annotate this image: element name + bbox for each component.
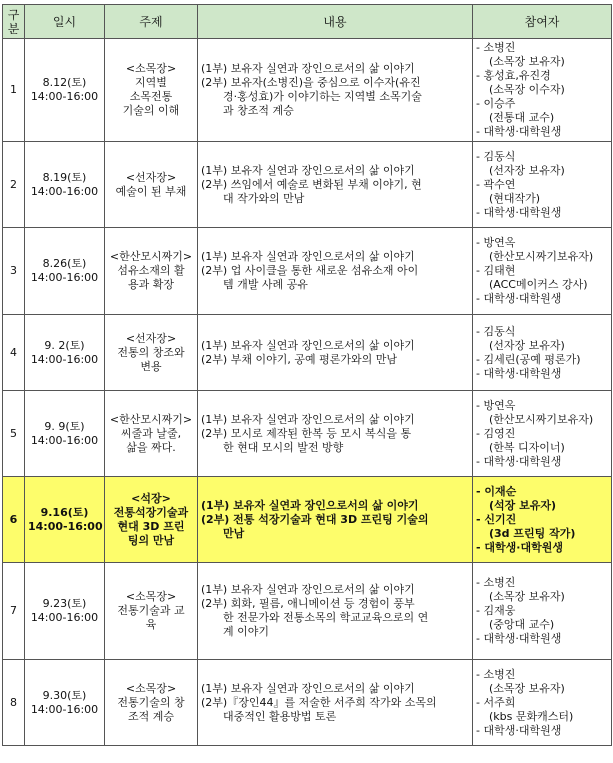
row-number: 1 bbox=[3, 39, 25, 142]
topic-line: <석장> bbox=[131, 491, 171, 505]
session-time: 14:00-16:00 bbox=[30, 611, 99, 624]
session-datetime bbox=[25, 142, 105, 228]
participant-line: - 김태현 bbox=[476, 264, 516, 277]
participant-line: (한산모시짜기보유자) bbox=[489, 250, 594, 263]
participant-line: (선자장 보유자) bbox=[489, 163, 565, 177]
session-topic bbox=[105, 142, 198, 228]
content-line: 템 개발 사례 공유 bbox=[223, 278, 308, 291]
topic-line: 전통기술과 교 bbox=[117, 604, 185, 617]
topic-line: <선자장> bbox=[125, 170, 177, 184]
session-content bbox=[198, 315, 473, 391]
content-line: (2부) 업 사이클을 통한 새로운 섬유소재 아이 bbox=[201, 264, 419, 277]
participant-line: - 대학생·대학원생 bbox=[476, 723, 562, 737]
content-line: (2부) 회화, 필름, 애니메이션 등 경험이 풍부 bbox=[201, 597, 415, 610]
participant-line: - 대학생·대학원생 bbox=[476, 125, 562, 138]
table-row bbox=[3, 315, 612, 391]
content-line: (2부) 보유자(소병진)을 중심으로 이수자(유진 bbox=[201, 76, 421, 89]
session-datetime bbox=[25, 660, 105, 746]
session-time: 14:00-16:00 bbox=[28, 519, 103, 533]
session-datetime bbox=[25, 391, 105, 477]
participant-line: (현대작가) bbox=[489, 191, 541, 205]
participant-line: (석장 보유자) bbox=[489, 498, 557, 512]
session-date: 9. 2(토) bbox=[44, 338, 85, 352]
content-line: 대 작가와의 만남 bbox=[223, 191, 305, 205]
session-topic bbox=[105, 39, 198, 142]
topic-line: 섬유소재의 활 bbox=[117, 264, 185, 277]
session-datetime bbox=[25, 315, 105, 391]
participant-line: - 서주희 bbox=[476, 695, 516, 709]
session-content bbox=[198, 477, 473, 563]
participant-line: - 대학생·대학원생 bbox=[476, 205, 562, 219]
row-number: 8 bbox=[3, 660, 25, 746]
session-topic bbox=[105, 563, 198, 660]
topic-line: 씨줄과 날줄, bbox=[120, 426, 182, 440]
session-topic bbox=[105, 228, 198, 315]
session-content bbox=[198, 660, 473, 746]
content-line: (1부) 보유자 실연과 장인으로서의 삶 이야기 bbox=[201, 338, 415, 352]
content-line: 대중적인 활용방법 토론 bbox=[223, 709, 337, 723]
session-date: 9. 9(토) bbox=[44, 419, 85, 433]
participant-line: - 김영진 bbox=[476, 426, 516, 440]
topic-line: 소목전통 bbox=[129, 90, 173, 103]
header-num-top: 구 bbox=[7, 7, 20, 22]
content-line: (1부) 보유자 실연과 장인으로서의 삶 이야기 bbox=[201, 163, 415, 177]
session-participants bbox=[473, 660, 612, 746]
participant-line: (소목장 보유자) bbox=[489, 55, 565, 68]
table-row bbox=[3, 228, 612, 315]
session-time: 14:00-16:00 bbox=[30, 271, 99, 284]
session-content bbox=[198, 391, 473, 477]
session-datetime bbox=[25, 228, 105, 315]
content-line: (1부) 보유자 실연과 장인으로서의 삶 이야기 bbox=[201, 250, 415, 263]
participant-line: - 김동식 bbox=[476, 149, 516, 163]
topic-line: 삶을 짜다. bbox=[126, 440, 176, 454]
participant-line: (전통대 교수) bbox=[489, 111, 555, 124]
topic-line: 변용 bbox=[140, 359, 162, 373]
participant-line: (ACC메이커스 강사) bbox=[489, 278, 588, 291]
participant-line: (한복 디자이너) bbox=[489, 440, 565, 454]
session-content bbox=[198, 142, 473, 228]
header-content: 내용 bbox=[198, 5, 473, 39]
content-line: 만남 bbox=[223, 526, 245, 540]
participant-line: - 대학생·대학원생 bbox=[476, 632, 562, 645]
participant-line: (소목장 보유자) bbox=[489, 590, 565, 603]
header-row bbox=[3, 5, 612, 39]
schedule-table bbox=[2, 4, 612, 746]
topic-line: 전통의 창조와 bbox=[117, 345, 185, 359]
session-content bbox=[198, 563, 473, 660]
session-participants bbox=[473, 477, 612, 563]
session-participants bbox=[473, 142, 612, 228]
content-line: (1부) 보유자 실연과 장인으로서의 삶 이야기 bbox=[201, 583, 415, 596]
participant-line: - 방연옥 bbox=[476, 236, 516, 249]
topic-line: 전통석장기술과 bbox=[113, 505, 189, 519]
session-date: 9.16(토) bbox=[40, 505, 89, 519]
participant-line: (소목장 이수자) bbox=[489, 83, 565, 96]
session-topic bbox=[105, 391, 198, 477]
content-line: (2부) 쓰임에서 예술로 변화된 부채 이야기, 현 bbox=[201, 177, 422, 191]
header-num-bottom: 분 bbox=[7, 21, 20, 36]
topic-line: 조적 계승 bbox=[127, 709, 174, 723]
topic-line: <소목장> bbox=[125, 681, 177, 695]
participant-line: - 김동식 bbox=[476, 324, 516, 338]
session-date: 9.23(토) bbox=[42, 597, 87, 610]
table-row bbox=[3, 477, 612, 563]
content-line: 한 전문가와 전통소목의 학교교육으로의 연 bbox=[223, 611, 429, 624]
session-participants bbox=[473, 228, 612, 315]
table-row bbox=[3, 142, 612, 228]
row-number: 5 bbox=[3, 391, 25, 477]
participant-line: (선자장 보유자) bbox=[489, 338, 565, 352]
topic-line: 예술이 된 부채 bbox=[115, 184, 187, 198]
topic-line: 지역별 bbox=[135, 76, 167, 89]
session-time: 14:00-16:00 bbox=[30, 184, 99, 198]
participant-line: - 방연옥 bbox=[476, 398, 516, 412]
content-line: (2부) 전통 석장기술과 현대 3D 프린팅 기술의 bbox=[201, 512, 429, 526]
topic-line: 팅의 만남 bbox=[127, 533, 175, 547]
participant-line: - 김세린(공예 평론가) bbox=[476, 352, 581, 366]
row-number: 6 bbox=[3, 477, 25, 563]
table-row bbox=[3, 563, 612, 660]
table-row bbox=[3, 39, 612, 142]
schedule-body bbox=[3, 39, 612, 746]
participant-line: (소목장 보유자) bbox=[489, 681, 565, 695]
session-time: 14:00-16:00 bbox=[30, 702, 99, 716]
participant-line: - 대학생·대학원생 bbox=[476, 366, 562, 380]
table-row bbox=[3, 660, 612, 746]
row-number: 4 bbox=[3, 315, 25, 391]
session-date: 9.30(토) bbox=[42, 688, 87, 702]
content-line: 경·홍성효)가 이야기하는 지역별 소목기술 bbox=[223, 90, 422, 103]
participant-line: - 이승주 bbox=[476, 97, 516, 110]
participant-line: (3d 프린팅 작가) bbox=[489, 526, 576, 540]
topic-line: <한산모시짜기> bbox=[109, 412, 193, 426]
content-line: 과 창조적 계승 bbox=[223, 104, 294, 117]
participant-line: (중앙대 교수) bbox=[489, 618, 555, 631]
row-number: 3 bbox=[3, 228, 25, 315]
content-line: (2부) 모시로 제작된 한복 등 모시 복식을 통 bbox=[201, 426, 412, 440]
session-participants bbox=[473, 563, 612, 660]
header-num bbox=[3, 5, 25, 39]
header-date: 일시 bbox=[25, 5, 105, 39]
content-line: (2부)『장인44』를 저술한 서주희 작가와 소목의 bbox=[201, 695, 437, 709]
participant-line: (kbs 문화캐스터) bbox=[489, 709, 574, 723]
topic-line: <소목장> bbox=[125, 62, 177, 75]
participant-line: - 곽수연 bbox=[476, 177, 516, 191]
content-line: (1부) 보유자 실연과 장인으로서의 삶 이야기 bbox=[201, 681, 415, 695]
header-participants: 참여자 bbox=[473, 5, 612, 39]
participant-line: - 신기진 bbox=[476, 512, 517, 526]
session-content bbox=[198, 39, 473, 142]
session-datetime bbox=[25, 39, 105, 142]
session-time: 14:00-16:00 bbox=[30, 433, 99, 447]
row-number: 2 bbox=[3, 142, 25, 228]
session-participants bbox=[473, 39, 612, 142]
topic-line: <선자장> bbox=[125, 331, 177, 345]
session-participants bbox=[473, 315, 612, 391]
content-line: (1부) 보유자 실연과 장인으로서의 삶 이야기 bbox=[201, 498, 419, 512]
content-line: (1부) 보유자 실연과 장인으로서의 삶 이야기 bbox=[201, 412, 415, 426]
content-line: (2부) 부채 이야기, 공예 평론가와의 만남 bbox=[201, 352, 397, 366]
session-content bbox=[198, 228, 473, 315]
participant-line: - 김재웅 bbox=[476, 604, 516, 617]
row-number: 7 bbox=[3, 563, 25, 660]
topic-line: 전통기술의 창 bbox=[117, 695, 185, 709]
participant-line: - 대학생·대학원생 bbox=[476, 540, 563, 554]
session-date: 8.12(토) bbox=[42, 76, 87, 89]
participant-line: - 소병진 bbox=[476, 576, 516, 589]
participant-line: - 대학생·대학원생 bbox=[476, 292, 562, 305]
participant-line: - 소병진 bbox=[476, 667, 516, 681]
participant-line: (한산모시짜기보유자) bbox=[489, 412, 594, 426]
participant-line: - 이재순 bbox=[476, 484, 517, 498]
session-date: 8.26(토) bbox=[42, 257, 87, 270]
participant-line: - 홍성효,유진경 bbox=[476, 69, 551, 82]
topic-line: <소목장> bbox=[125, 590, 177, 603]
content-line: (1부) 보유자 실연과 장인으로서의 삶 이야기 bbox=[201, 62, 415, 75]
session-topic bbox=[105, 477, 198, 563]
session-participants bbox=[473, 391, 612, 477]
topic-line: 육 bbox=[145, 618, 157, 631]
participant-line: - 대학생·대학원생 bbox=[476, 454, 562, 468]
table-row bbox=[3, 391, 612, 477]
session-time: 14:00-16:00 bbox=[30, 352, 99, 366]
content-line: 계 이야기 bbox=[223, 625, 270, 638]
topic-line: 용과 확장 bbox=[127, 278, 174, 291]
session-datetime bbox=[25, 563, 105, 660]
topic-line: 현대 3D 프린 bbox=[117, 519, 185, 533]
session-topic bbox=[105, 315, 198, 391]
participant-line: - 소병진 bbox=[476, 41, 516, 54]
session-date: 8.19(토) bbox=[42, 170, 87, 184]
session-datetime bbox=[25, 477, 105, 563]
header-topic: 주제 bbox=[105, 5, 198, 39]
session-time: 14:00-16:00 bbox=[30, 90, 99, 103]
content-line: 한 현대 모시의 발전 방향 bbox=[223, 440, 344, 454]
topic-line: <한산모시짜기> bbox=[109, 250, 193, 263]
session-topic bbox=[105, 660, 198, 746]
topic-line: 기술의 이해 bbox=[122, 104, 180, 117]
